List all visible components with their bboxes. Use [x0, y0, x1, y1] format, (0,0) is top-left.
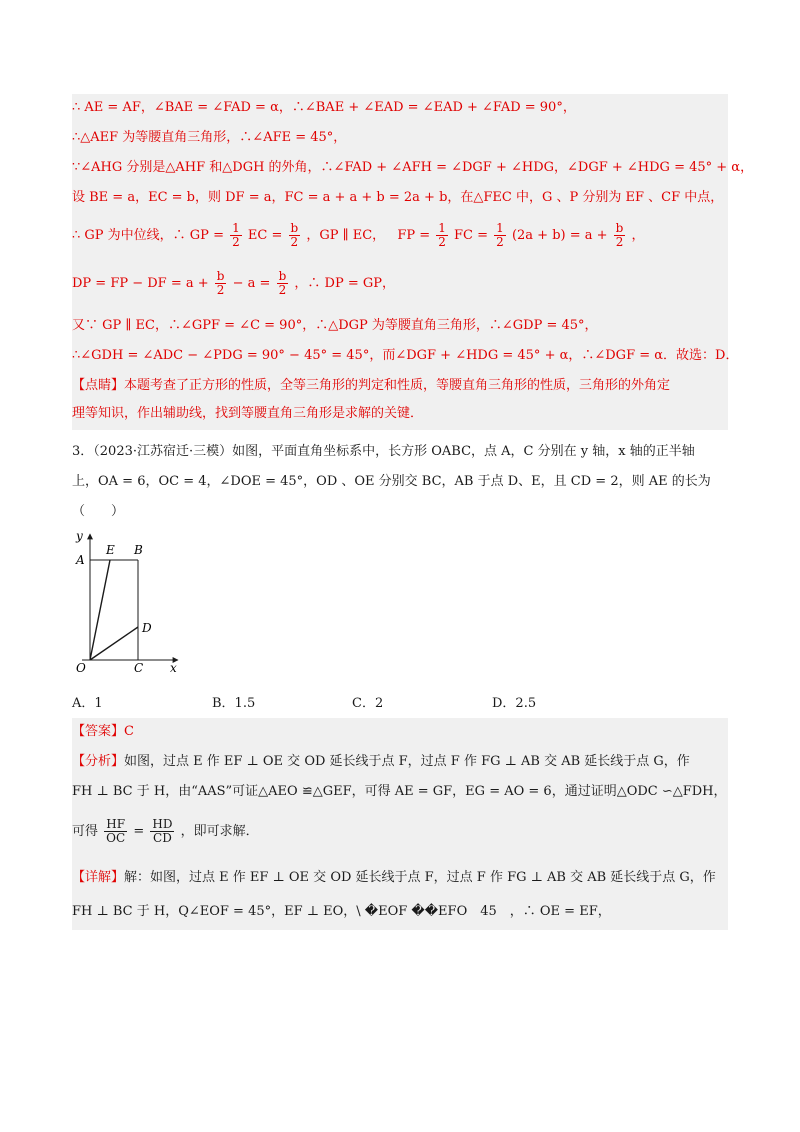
- frac-num: HF: [104, 818, 127, 832]
- answer-line: 【答案】C: [72, 724, 134, 739]
- frac-den: 2: [278, 283, 287, 297]
- frac-num: 1: [496, 221, 504, 236]
- fp-text: FC =: [454, 228, 489, 243]
- label-x: x: [170, 661, 177, 675]
- solution-line-5: [72, 218, 645, 254]
- section-tag: 【分析】: [72, 754, 125, 769]
- fraction: [436, 222, 448, 248]
- analysis-line-3: [72, 812, 259, 852]
- label-B: B: [134, 543, 143, 557]
- fraction: [104, 818, 127, 844]
- analysis-text: 可得: [72, 824, 99, 839]
- segment-OD: [90, 627, 138, 660]
- frac-num: 1: [232, 221, 240, 236]
- question-line-3: （ ）: [72, 504, 125, 519]
- fp-text: (2a + b) = a +: [511, 228, 608, 243]
- solution-line-3: ∵∠AHG 分别是△AHF 和△DGH 的外角，∴∠FAD + ∠AFH = ∠DGF + ∠HDG，∠DGF + ∠HDG = 45° + α，: [72, 160, 754, 175]
- detail-line-1: 【详解】解：如图，过点 E 作 EF ⊥ OE 交 OD 延长线于点 F，过点 F 作 FG ⊥ AB 交 AB 延长线于点 G，作: [72, 870, 716, 885]
- solution-line-2: ∴△AEF 为等腰直角三角形，∴∠AFE = 45°，: [72, 130, 347, 145]
- analysis-text: =: [133, 824, 145, 839]
- frac-num: b: [290, 221, 299, 236]
- coordinate-figure: [72, 528, 192, 676]
- label-O: O: [76, 661, 86, 675]
- question-line-2: 上，OA = 6，OC = 4，∠DOE = 45°，OD 、OE 分别交 BC，AB 于点 D、E，且 CD = 2，则 AE 的长为: [72, 474, 711, 489]
- gp-text: EC =: [247, 228, 283, 243]
- solution-line-1: ∴ AE = AF，∠BAE = ∠FAD = α，∴∠BAE + ∠EAD = ∠EAD + ∠FAD = 90°，: [72, 100, 576, 115]
- fraction: [277, 270, 289, 296]
- fraction: [494, 222, 506, 248]
- frac-den: OC: [106, 831, 126, 845]
- option-b[interactable]: B．1.5: [212, 696, 256, 711]
- analysis-text: ，即可求解．: [180, 824, 259, 839]
- fp-text: ，: [631, 228, 645, 243]
- solution-line-7: 又∵ GP ∥ EC，∴∠GPF = ∠C = 90°，∴△DGP 为等腰直角三角形，∴∠GDP = 45°，: [72, 318, 598, 333]
- frac-num: b: [216, 269, 225, 284]
- frac-den: 2: [615, 235, 624, 249]
- label-D: D: [142, 621, 152, 635]
- segment-OE: [90, 560, 110, 660]
- fraction: [289, 222, 301, 248]
- label-y: y: [76, 529, 83, 543]
- solution-line-6: [72, 266, 395, 302]
- analysis-line-1: 【分析】如图，过点 E 作 EF ⊥ OE 交 OD 延长线于点 F，过点 F 作 FG ⊥ AB 交 AB 延长线于点 G，作: [72, 754, 690, 769]
- frac-num: b: [278, 269, 287, 284]
- frac-den: 2: [216, 283, 225, 297]
- option-a[interactable]: A．1: [72, 696, 103, 711]
- fraction: [614, 222, 626, 248]
- fp-text: FP =: [397, 228, 431, 243]
- frac-num: 1: [438, 221, 446, 236]
- frac-den: 2: [290, 235, 299, 249]
- answer-block: [72, 718, 728, 930]
- solution-line-10: 理等知识，作出辅助线，找到等腰直角三角形是求解的关键．: [72, 406, 424, 421]
- solution-line-9: 【点睛】本题考查了正方形的性质，全等三角形的判定和性质，等腰直角三角形的性质，三角形的外角定: [72, 378, 671, 393]
- detail-line-2: FH ⊥ BC 于 H，Q∠EOF = 45°，EF ⊥ EO，\ �EOF ��EFO 45 ，∴ OE = EF，: [72, 904, 611, 919]
- fraction: [215, 270, 227, 296]
- option-d[interactable]: D．2.5: [492, 696, 537, 711]
- question-line-1: 3．（2023·江苏宿迁·三模）如图，平面直角坐标系中，长方形 OABC，点 A，C 分别在 y 轴，x 轴的正半轴: [72, 444, 695, 459]
- frac-den: 2: [232, 235, 240, 249]
- dp-text: ，∴ DP = GP，: [294, 276, 395, 291]
- frac-den: 2: [438, 235, 446, 249]
- solution-line-8: ∴∠GDH = ∠ADC − ∠PDG = 90° − 45° = 45°，而∠DGF + ∠HDG = 45° + α，∴∠DGF = α．故选：D．: [72, 348, 739, 363]
- option-c[interactable]: C．2: [352, 696, 384, 711]
- section-tag: 【详解】: [72, 870, 125, 885]
- frac-den: CD: [153, 831, 172, 845]
- gp-text: ，GP ∥ EC，: [306, 228, 386, 243]
- label-E: E: [106, 543, 115, 557]
- solution-line-4: 设 BE = a，EC = b，则 DF = a，FC = a + a + b = 2a + b，在△FEC 中，G 、P 分别为 EF 、CF 中点，: [72, 190, 724, 205]
- gp-midline-text: ∴ GP 为中位线，∴ GP =: [72, 228, 224, 243]
- fraction: [230, 222, 242, 248]
- label-C: C: [134, 661, 144, 675]
- label-A: A: [76, 553, 85, 567]
- fraction: [150, 818, 174, 844]
- frac-num: HD: [152, 817, 173, 832]
- solution-block: [72, 94, 754, 430]
- frac-num: b: [615, 221, 624, 236]
- dp-text: DP = FP − DF = a +: [72, 276, 209, 291]
- frac-den: 2: [496, 235, 504, 249]
- analysis-line-2: FH ⊥ BC 于 H，由“AAS”可证△AEO ≌△GEF，可得 AE = GF，EG = AO = 6，通过证明△ODC ∽△FDH，: [72, 784, 727, 799]
- dp-text: − a =: [232, 276, 271, 291]
